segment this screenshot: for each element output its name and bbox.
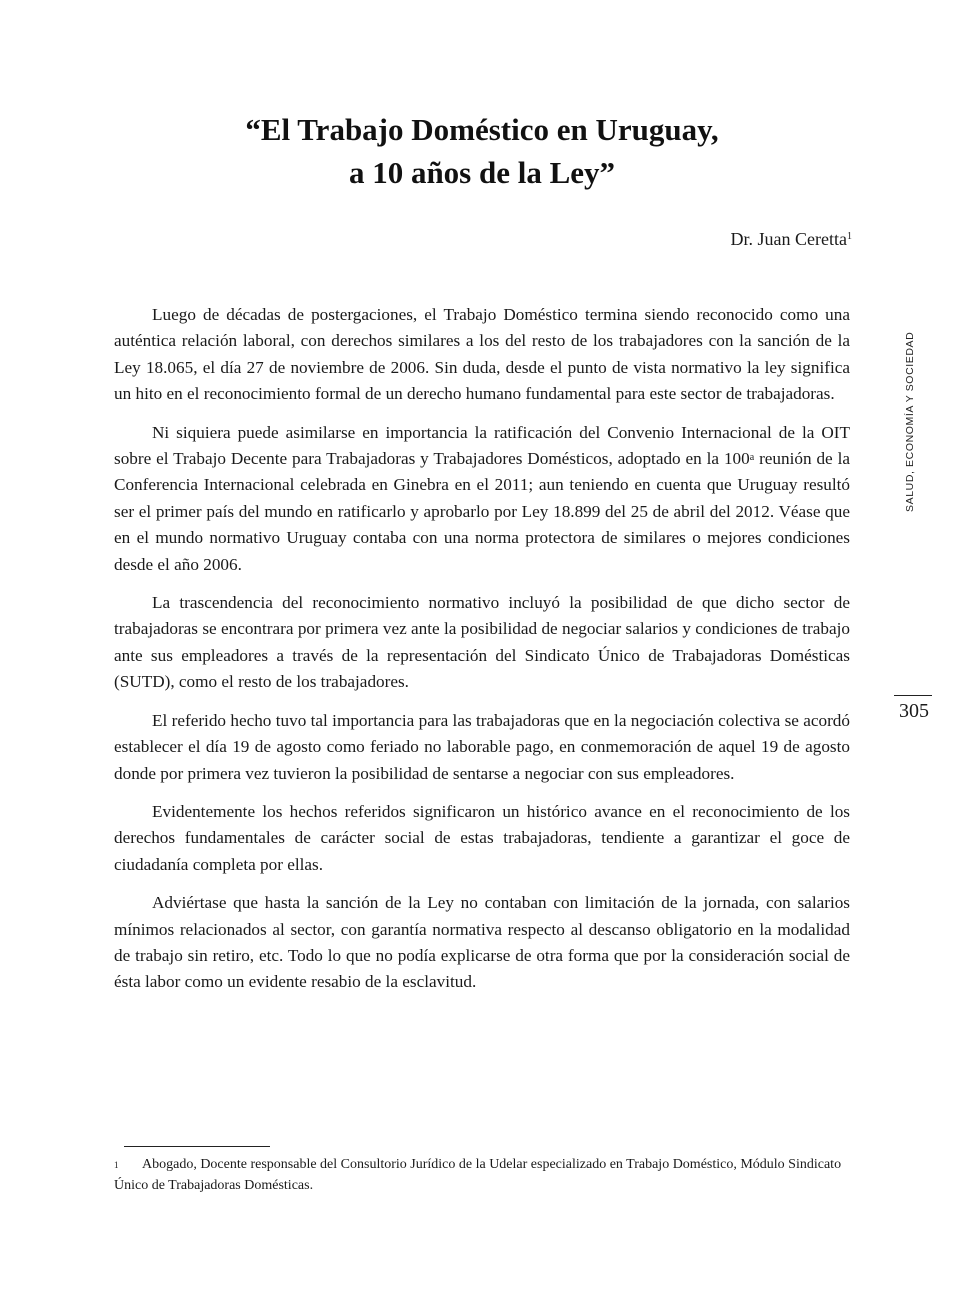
section-side-label: SALUD, ECONOMÍA Y SOCIEDAD bbox=[904, 331, 916, 512]
paragraph-6: Adviértase que hasta la sanción de la Ley no contaban con limitación de la jornada, con salarios mínimos relacionados al sector, con garantía normativa respecto al descanso obligatorio en la modalidad de trabajo sin retiro, etc. Todo lo que no podía explicarse de otra forma que por la consideración social de ésta labor como un evidente resabio de la esclavitud. bbox=[114, 893, 850, 992]
title-line-1: “El Trabajo Doméstico en Uruguay, bbox=[245, 112, 719, 147]
footnote-mark: 1 bbox=[114, 1160, 119, 1170]
page-number-rule bbox=[894, 695, 932, 696]
paragraph-2-part-1: Ni siquiera puede asimilarse en importancia la ratificación del Convenio Internacional de la OIT sobre el Trabajo Decente para Trabajadoras y Trabajadores Domésticos, adoptado en la 100 bbox=[114, 422, 850, 469]
paragraph-2-part-2: reunión de la Conferencia Internacional celebrada en Ginebra en el 2011; aun teniendo en cuenta que Uruguay resultó ser el primer país del mundo en ratificarlo y aprobarlo por Ley 18.899 del 25 de abril del 2012. Véase que en el mundo normativo Uruguay contaba con una norma protectora de similares o mejores condiciones desde el año 2006. bbox=[114, 449, 850, 574]
author-byline bbox=[731, 226, 852, 252]
paragraph-4: El referido hecho tuvo tal importancia para las trabajadoras que en la negociación colectiva se acordó establecer el día 19 de agosto como feriado no laborable pago, en conmemoración de aquel 19 de agosto donde por primera vez tuvieron la posibilidad de sentarse a negociar con sus empleadores. bbox=[114, 710, 850, 783]
author-name: Dr. Juan Ceretta bbox=[730, 229, 847, 249]
author-footnote-ref: 1 bbox=[847, 231, 852, 242]
article-title bbox=[114, 108, 850, 194]
paragraph-3: La trascendencia del reconocimiento normativo incluyó la posibilidad de que dicho sector de trabajadoras se encontrara por primera vez ante la posibilidad de negociar salarios y condiciones de trabajo ante sus empleadores a través de la representación del Sindicato Único de Trabajadoras Domésticas (SUTD), como el resto de los trabajadores. bbox=[114, 593, 850, 692]
footnote-text: Abogado, Docente responsable del Consultorio Jurídico de la Udelar especializado en Trabajo Doméstico, Módulo Sindicato Único de Trabajadoras Domésticas. bbox=[114, 1157, 842, 1193]
article-body bbox=[114, 302, 850, 1008]
paragraph-1: Luego de décadas de postergaciones, el Trabajo Doméstico termina siendo reconocido como una auténtica relación laboral, con derechos similares a los del resto de los trabajadores con la sanción de la Ley 18.065, el día 27 de noviembre de 2006. Sin duda, desde el punto de vista normativo la ley significa un hito en el reconocimiento formal de un derecho humano fundamental para este sector de trabajadoras. bbox=[114, 305, 850, 404]
paragraph-2 bbox=[114, 420, 850, 578]
paragraph-5: Evidentemente los hechos referidos significaron un histórico avance en el reconocimiento de los derechos fundamentales de carácter social de estas trabajadoras, tendiente a garantizar el goce de ciudadanía completa por ellas. bbox=[114, 801, 850, 874]
page-number: 305 bbox=[899, 700, 929, 722]
ordinal-superscript: a bbox=[749, 452, 755, 464]
footnote-divider bbox=[124, 1146, 270, 1147]
title-line-2: a 10 años de la Ley” bbox=[348, 155, 616, 190]
footnote bbox=[114, 1154, 850, 1196]
